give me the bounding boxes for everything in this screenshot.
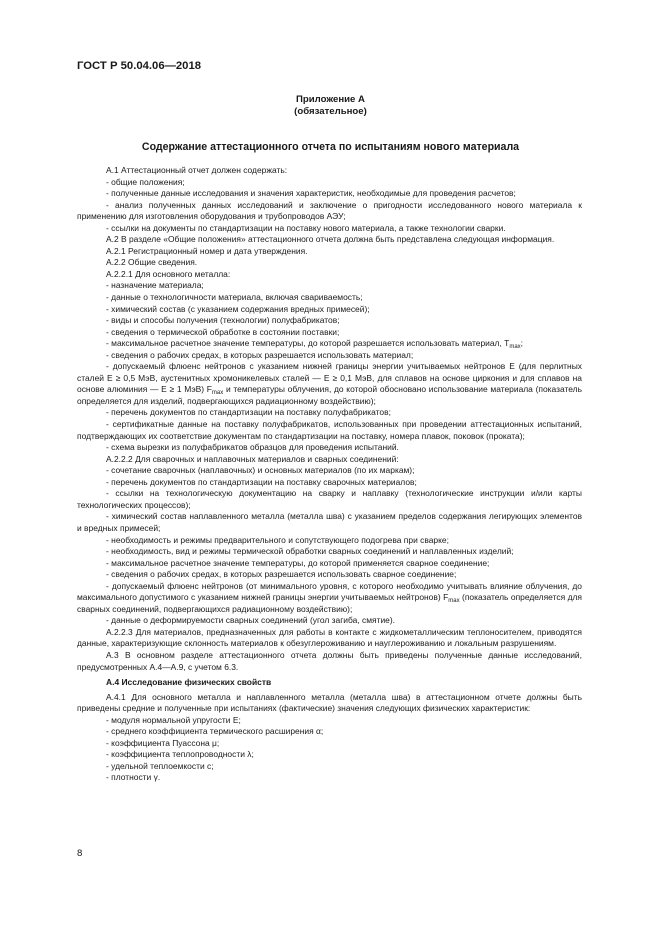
section-heading: А.4 Исследование физических свойств [106, 677, 272, 688]
paragraph: А.2 В разделе «Общие положения» аттестационного отчета должна быть представлена следующая информация. [106, 234, 555, 245]
paragraph: А.1 Аттестационный отчет должен содержать: [106, 165, 288, 175]
annex-title: Приложение А [296, 94, 365, 105]
list-item: - среднего коэффициента термического расширения α; [106, 726, 324, 737]
list-item: - полученные данные исследования и значения характеристик, необходимые для проведения расчетов; [106, 188, 516, 199]
fluence-text-end: и температуры облучения, до которой обосновано использование материала (показатель определяется для изделий, подвергающихся радиационному воздействию); [77, 384, 582, 406]
list-item: - сведения о рабочих средах, в которых разрешается использовать сварное соединение; [106, 569, 457, 580]
annex-subtitle: (обязательное) [294, 106, 367, 117]
list-item: - сведения о термической обработке в состоянии поставки; [106, 326, 340, 337]
list-item: - анализ полученных данных исследований и заключение о пригодности исследованного нового материала к применению для изготовления оборудования и трубопроводов АЭУ; [77, 199, 582, 222]
list-item: - максимальное расчетное значение температуры, до которой применяется сварное соединение; [106, 557, 490, 568]
list-item: - ссылки на документы по стандартизации на поставку нового материала, а также технологии сварки. [106, 222, 506, 233]
tmax-tail: ; [520, 338, 524, 349]
paragraph: А.2.2.1 Для основного металла: [106, 268, 231, 279]
list-item: - перечень документов по стандартизации на поставку сварочных материалов; [106, 476, 417, 487]
list-item-fluence [77, 361, 582, 407]
list-item: - химический состав (с указанием содержания вредных примесей); [106, 303, 370, 314]
fluence-text-end: (показатель определяется для сварных соединений, подвергающихся радиационному воздействию); [77, 592, 582, 614]
page-number: 8 [77, 848, 83, 859]
list-item: - необходимость и режимы предварительного и сопутствующего подогрева при сварке; [106, 534, 449, 545]
tmax-text: - максимальное расчетное значение температуры, до которой разрешается использовать материал, T [106, 338, 510, 349]
fluence-text: - допускаемый флюенс нейтронов с указанием нижней границы энергии учитываемых нейтронов E (для перлитных сталей E ≥ 0,5 МэВ, аустенитных хромоникелевых сталей — E ≥ 0,1 МэВ, для сплавов на основе циркония и для сплавов на основе алюминия — E ≥ 1 МэВ) F [77, 361, 582, 395]
list-item: - сочетание сварочных (наплавочных) и основных материалов (по их маркам); [106, 465, 415, 476]
list-item: - ссылки на технологическую документацию на сварку и наплавку (технологические инструкции и/или карты технологических процессов); [77, 488, 582, 510]
standard-header: ГОСТ Р 50.04.06—2018 [77, 60, 202, 72]
fluence-subscript: max [448, 598, 460, 605]
tmax-subscript: max [509, 344, 521, 351]
document-title: Содержание аттестационного отчета по испытаниям нового материала [141, 141, 520, 153]
document-body [77, 165, 582, 784]
list-item: - плотности γ. [106, 772, 161, 783]
list-item: - удельной теплоемкости c; [106, 760, 214, 771]
list-item: - коэффициента Пуассона μ; [106, 737, 220, 748]
list-item: - виды и способы получения (технологии) полуфабрикатов; [106, 315, 340, 326]
paragraph: А.2.1 Регистрационный номер и дата утверждения. [106, 245, 308, 256]
list-item: - схема вырезки из полуфабрикатов образцов для проведения испытаний. [106, 442, 399, 453]
list-item: - необходимость, вид и режимы термической обработки сварных соединений и наплавленных изделий; [106, 546, 514, 557]
list-item: - назначение материала; [106, 280, 204, 291]
list-item: - сведения о рабочих средах, в которых разрешается использовать материал; [106, 349, 414, 360]
list-item-fluence [77, 581, 582, 616]
list-item: - сертификатные данные на поставку полуфабрикатов, использованных при проведении аттестационных испытаний, подтверждающих их соответствие документам по стандартизации на поставку, номера плавок, поковок (проката); [77, 419, 582, 441]
list-item: - перечень документов по стандартизации на поставку полуфабрикатов; [106, 407, 391, 418]
list-item-tmax [77, 338, 582, 350]
paragraph: А.3 В основном разделе аттестационного отчета должны быть приведены полученные данные исследований, предусмотренных А.4—А.9, с учетом 6.3. [77, 649, 582, 672]
paragraph: А.2.2.3 Для материалов, предназначенных для работы в контакте с жидкометаллическим теплоносителем, приводятся данные, характеризующие склонность материалов к обезуглероживанию и науглероживанию и локальным разрушениям. [77, 626, 582, 649]
paragraph: А.4.1 Для основного металла и наплавленного металла (металла шва) в аттестационном отчете должны быть приведены средние и полученные при испытаниях (фактические) значения следующих физических характеристик: [77, 691, 582, 714]
list-item: - общие положения; [106, 176, 185, 187]
list-item: - химический состав наплавленного металла (металла шва) с указанием пределов содержания легирующих элементов и вредных примесей; [77, 511, 582, 533]
list-item: - данные о технологичности материала, включая свариваемость; [106, 292, 363, 303]
fluence-subscript: max [211, 390, 224, 397]
list-item: - модуля нормальной упругости E; [106, 714, 241, 725]
paragraph: А.2.2.2 Для сварочных и наплавочных материалов и сварных соединений: [106, 453, 399, 464]
list-item: - коэффициента теплопроводности λ; [106, 749, 254, 760]
paragraph: А.2.2 Общие сведения. [106, 257, 198, 268]
fluence-text: - допускаемый флюенс нейтронов (от минимального уровня, с которого необходимо учитывать влияние облучения, до максимального допустимого с указанием нижней границы энергии учитываемых нейтронов) F [77, 580, 582, 603]
list-item: - данные о деформируемости сварных соединений (угол загиба, смятие). [106, 615, 396, 626]
